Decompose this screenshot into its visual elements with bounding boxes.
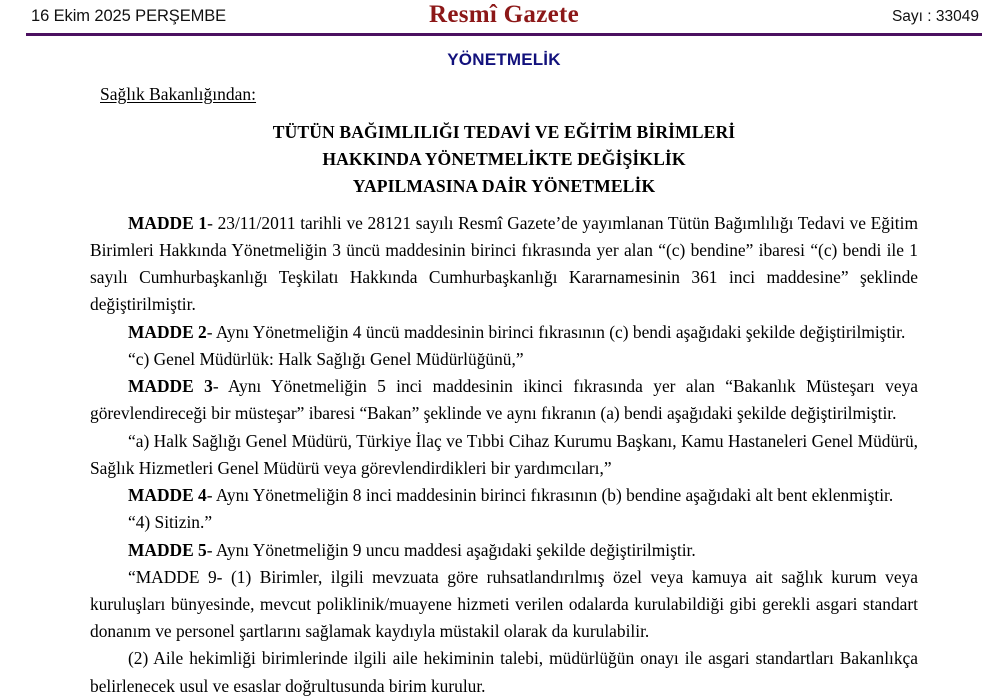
article-text: - Aynı Yönetmeliğin 8 inci maddesinin birinci fıkrasının (b) bendine aşağıdaki alt bent eklenmiştir. — [206, 485, 894, 506]
article-label: MADDE 5 — [128, 539, 207, 560]
quoted-paragraph — [90, 346, 918, 373]
article-text: - Aynı Yönetmeliğin 4 üncü maddesinin birinci fıkrasının (c) bendi aşağıdaki şekilde değiştirilmiştir. — [206, 321, 906, 342]
articles-container — [90, 210, 918, 700]
article-paragraph — [90, 319, 918, 346]
quoted-paragraph — [90, 645, 918, 699]
article-text: - Aynı Yönetmeliğin 5 inci maddesinin ikinci fıkrasında yer alan “Bakanlık Müsteşarı veya görevlendireceği bir müsteşar” ibaresi “Bakan” şeklinde ve aynı fıkranın (a) bendi aşağıdaki şekilde değiştirilmiştir. — [90, 376, 919, 424]
regulation-title-line-1: TÜTÜN BAĞIMLILIĞI TEDAVİ VE EĞİTİM BİRİMLERİ — [272, 122, 736, 142]
article-label: MADDE 3 — [128, 376, 213, 397]
regulation-title — [90, 119, 918, 200]
section-heading: YÖNETMELİK — [447, 50, 561, 69]
article-text: “a) Halk Sağlığı Genel Müdürü, Türkiye İlaç ve Tıbbi Cihaz Kurumu Başkanı, Kamu Hastaneleri Genel Müdürü, Sağlık Hizmetleri Genel Müdürü veya görevlendirdikleri bir yardımcıları,” — [90, 430, 918, 478]
issue-number: Sayı : 33049 — [891, 8, 979, 25]
gazette-title: Resmî Gazete — [428, 1, 580, 28]
quoted-paragraph — [90, 509, 918, 536]
article-text: “4) Sitizin.” — [128, 512, 213, 533]
quoted-paragraph — [90, 564, 918, 646]
article-paragraph — [90, 482, 918, 509]
document-body — [90, 84, 918, 700]
masthead — [0, 0, 1008, 34]
issuer-line-wrap — [90, 84, 918, 111]
article-label: MADDE 4 — [128, 485, 207, 506]
regulation-title-line-2: HAKKINDA YÖNETMELİKTE DEĞİŞİKLİK — [322, 148, 686, 169]
article-text: - Aynı Yönetmeliğin 9 uncu maddesi aşağıdaki şekilde değiştirilmiştir. — [206, 539, 696, 560]
publication-date: 16 Ekim 2025 PERŞEMBE — [31, 7, 227, 25]
quoted-paragraph — [90, 428, 918, 482]
article-paragraph — [90, 537, 918, 564]
article-text: “c) Genel Müdürlük: Halk Sağlığı Genel Müdürlüğünü,” — [128, 348, 524, 369]
article-label: MADDE 1 — [128, 212, 208, 233]
article-text: “MADDE 9- (1) Birimler, ilgili mevzuata göre ruhsatlandırılmış özel veya kamuya ait sağlık kurum veya kuruluşları bünyesinde, mevcut poliklinik/muayene hizmeti verilen odalarda kurulabildiği gibi gerekli asgari standart donanım ve personel şartlarını sağlamak kaydıyla müstakil olarak da kurulabilir. — [90, 566, 918, 642]
article-label: MADDE 2 — [128, 321, 207, 342]
regulation-title-line-3: YAPILMASINA DAİR YÖNETMELİK — [352, 175, 656, 196]
article-text: - 23/11/2011 tarihli ve 28121 sayılı Resmî Gazete’de yayımlanan Tütün Bağımlılığı Tedavi ve Eğitim Birimleri Hakkında Yönetmeliğin 3 üncü maddesinin birinci fıkrasında yer alan “(c) bendine” ibaresi “(c) bendi ile 1 sayılı Cumhurbaşkanlığı Teşkilatı Hakkında Cumhurbaşkanlığı Kararnamesinin 361 inci maddesine” şeklinde değiştirilmiştir. — [90, 212, 918, 315]
article-text: (2) Aile hekimliği birimlerinde ilgili aile hekiminin talebi, müdürlüğün onayı ile asgari standartları Bakanlıkça belirlenecek usul ve esaslar doğrultusunda birim kurulur. — [90, 648, 918, 696]
article-paragraph — [90, 210, 918, 319]
issuing-authority: Sağlık Bakanlığından: — [100, 84, 257, 104]
article-paragraph — [90, 373, 918, 427]
header-divider — [26, 33, 982, 36]
